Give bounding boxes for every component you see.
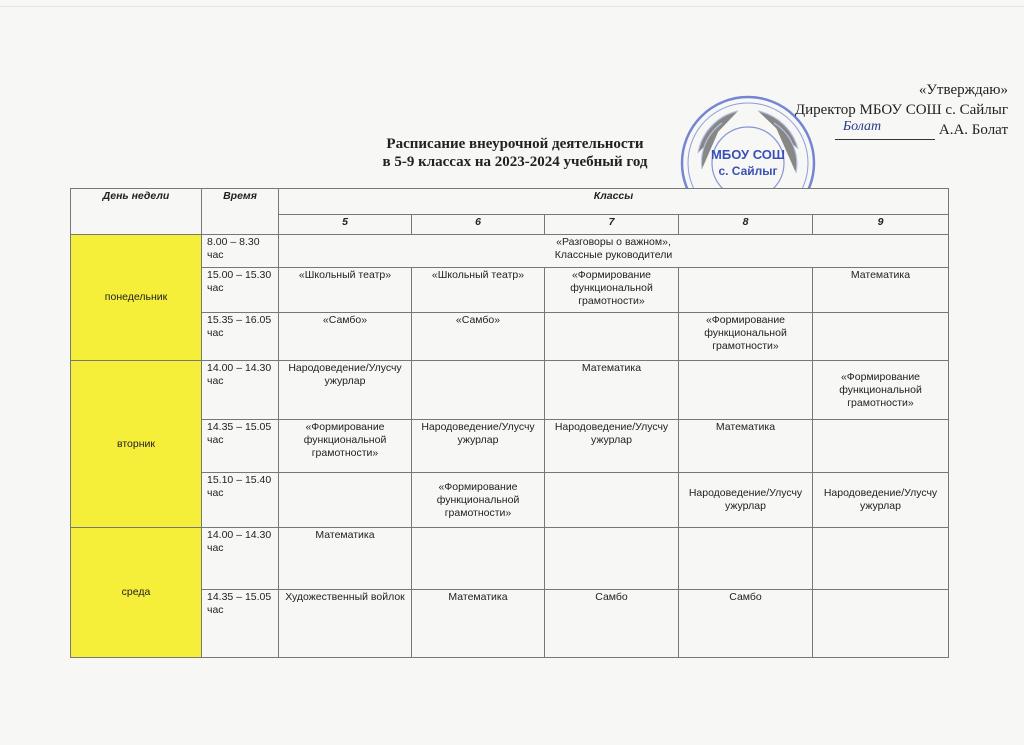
time-cell: 15.10 – 15.40 час [202,473,279,528]
cell: Народоведение/Улусчу ужурлар [279,361,412,420]
approver-name: А.А. Болат [938,122,1008,138]
merged-line-2: Классные руководители [554,249,673,261]
cell [813,313,949,361]
grade-8: 8 [679,215,813,235]
cell: Народоведение/Улусчу ужурлар [679,473,813,528]
cell [279,473,412,528]
stamp-text-2: с. Сайлыг [718,164,778,178]
grade-9: 9 [813,215,949,235]
cell [679,361,813,420]
cell: Самбо [545,590,679,658]
table-row [71,420,949,473]
header-day: День недели [71,189,202,235]
approval-position: Директор МБОУ СОШ с. Сайлыг [794,102,1008,118]
cell [679,268,813,313]
table-row [71,361,949,420]
cell: Математика [679,420,813,473]
time-cell: 15.35 – 16.05 час [202,313,279,361]
cell [412,528,545,590]
cell: «Формирование функциональной грамотности» [679,313,813,361]
time-cell: 15.00 – 15.30 час [202,268,279,313]
table-row [71,313,949,361]
cell: «Формирование функциональной грамотности» [279,420,412,473]
cell [813,420,949,473]
table-row [71,235,949,268]
cell: «Формирование функциональной грамотности» [545,268,679,313]
page-title [300,135,730,171]
cell: Народоведение/Улусчу ужурлар [813,473,949,528]
table-row [71,528,949,590]
cell: «Самбо» [412,313,545,361]
cell: «Школьный театр» [279,268,412,313]
header-classes: Классы [279,189,949,215]
cell: Математика [279,528,412,590]
day-wednesday: среда [71,528,202,658]
cell: «Формирование функциональной грамотности» [813,361,949,420]
approval-block [795,80,1008,140]
table-row [71,473,949,528]
day-monday: понедельник [71,235,202,361]
day-tuesday: вторник [71,361,202,528]
stamp-text-1: МБОУ СОШ [711,147,785,162]
header-time: Время [202,189,279,235]
cell [813,590,949,658]
table-row [71,268,949,313]
cell: Математика [545,361,679,420]
title-line-1: Расписание внеурочной деятельности [386,136,644,152]
time-cell: 14.00 – 14.30 час [202,361,279,420]
title-line-2: в 5-9 классах на 2023-2024 учебный год [382,154,648,170]
cell: «Школьный театр» [412,268,545,313]
merged-cell [279,235,949,268]
time-cell: 14.35 – 15.05 час [202,590,279,658]
cell: «Формирование функциональной грамотности» [412,473,545,528]
time-cell: 8.00 – 8.30 час [202,235,279,268]
grade-6: 6 [412,215,545,235]
signature-line [835,119,935,140]
cell: Народоведение/Улусчу ужурлар [545,420,679,473]
cell [545,528,679,590]
cell [679,528,813,590]
cell: Самбо [679,590,813,658]
merged-line-1: «Разговоры о важном», [556,236,671,248]
cell: Художественный войлок [279,590,412,658]
cell: Народоведение/Улусчу ужурлар [412,420,545,473]
signature: Болат [842,119,882,134]
approval-title: «Утверждаю» [918,82,1008,98]
table-row [71,590,949,658]
cell: «Самбо» [279,313,412,361]
cell [545,313,679,361]
schedule-table [70,188,949,658]
cell [545,473,679,528]
header-row [71,189,949,215]
cell: Математика [412,590,545,658]
scan-edge-line [0,6,1024,7]
time-cell: 14.00 – 14.30 час [202,528,279,590]
approval-signature-row [795,120,1008,140]
cell [412,361,545,420]
grade-5: 5 [279,215,412,235]
time-cell: 14.35 – 15.05 час [202,420,279,473]
cell [813,528,949,590]
grade-7: 7 [545,215,679,235]
cell: Математика [813,268,949,313]
